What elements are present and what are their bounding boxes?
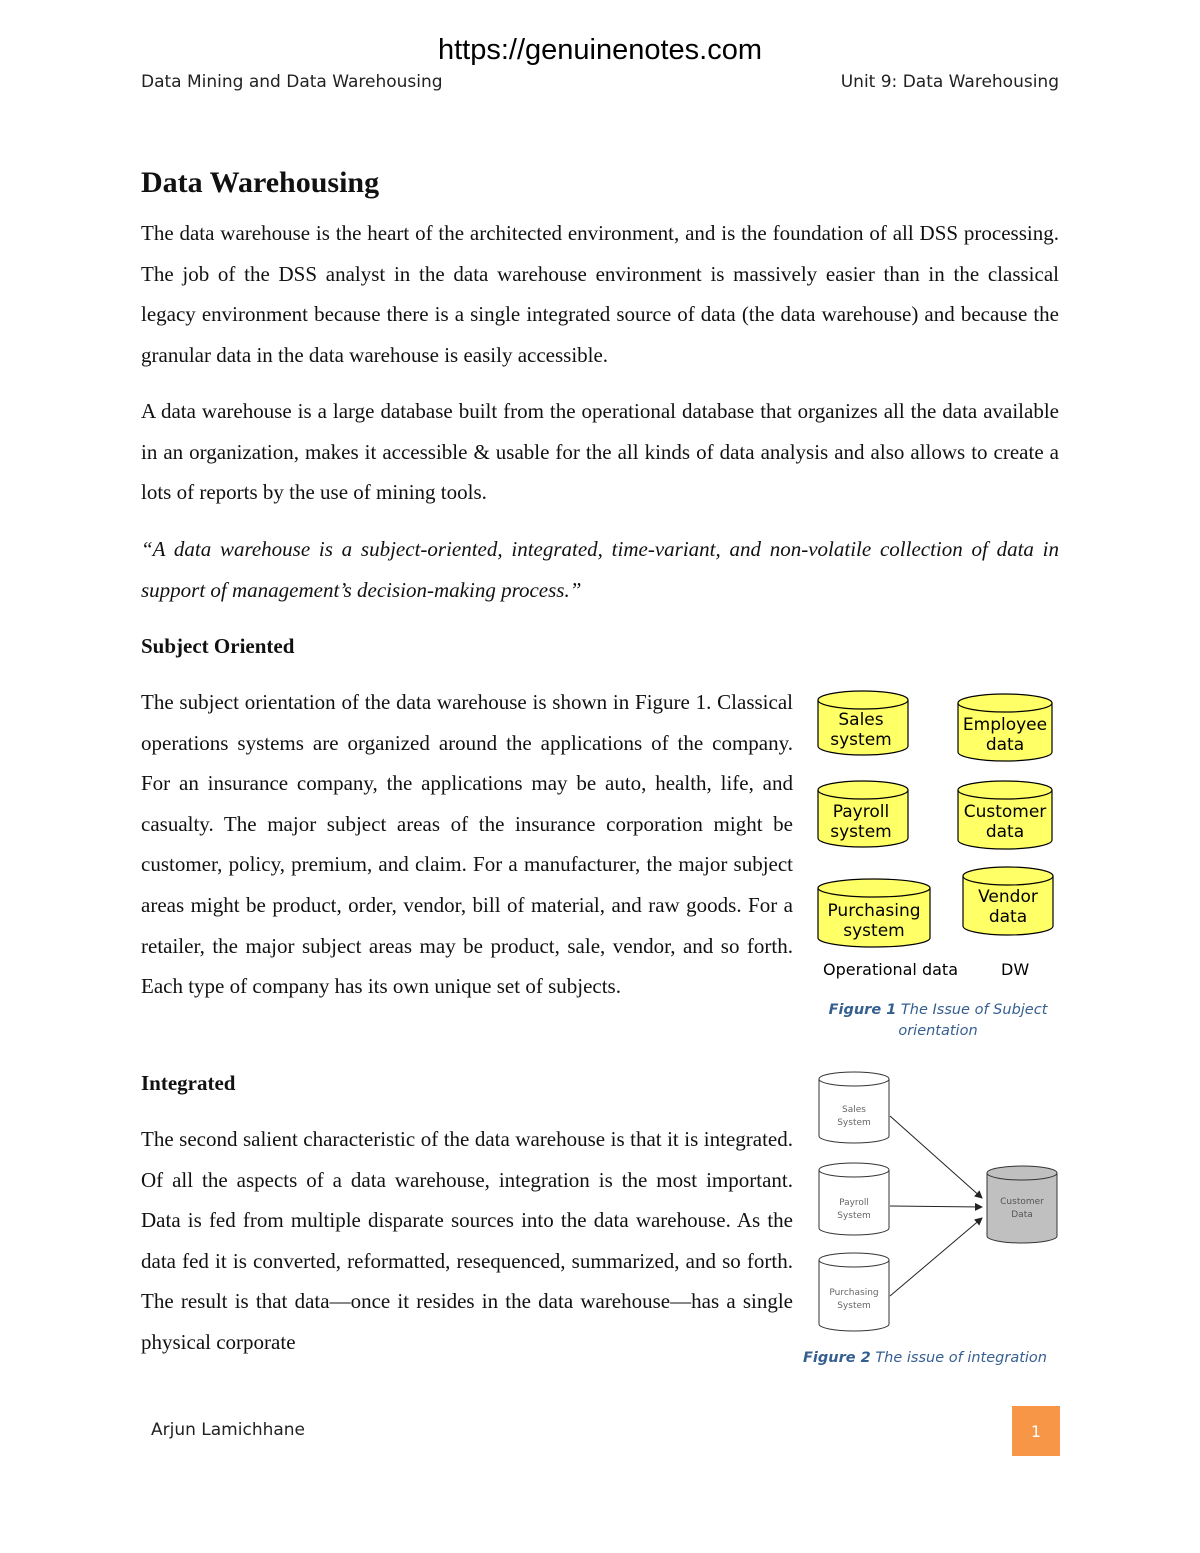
cylinder-payroll-system xyxy=(818,781,908,847)
label-operational-data: Operational data xyxy=(823,960,958,979)
cylinder-label: Customer xyxy=(963,802,1047,822)
cylinder-label: Customer xyxy=(1000,1197,1044,1207)
cylinder-label: data xyxy=(988,907,1028,927)
cylinder-label: Purchasing xyxy=(827,901,921,921)
paragraph-integrated: The second salient characteristic of the data warehouse is that it is integrated. Of all the aspects of a data warehouse, integration is the most important. Data is fed from multiple disparate sources into the data warehouse. As the data fed it is converted, reformatted, resequenced, summarized, and so forth. The result is that data—once it resides in the data warehouse—has a single physical corporate xyxy=(141,1127,793,1354)
cylinder-label: System xyxy=(837,1118,871,1128)
header-unit: Unit 9: Data Warehousing xyxy=(840,72,1059,92)
cylinder-label: Sales xyxy=(842,1105,866,1115)
paragraph-intro: The data warehouse is the heart of the architected environment, and is the foundation of all DSS processing. The job of the DSS analyst in the data warehouse environment is massively easier than in the classical legacy environment because there is a single integrated source of data (the data warehouse) and because the granular data in the data warehouse is easily accessible. xyxy=(141,221,1059,367)
cylinder-customer-data xyxy=(958,781,1052,849)
cylinder-label: system xyxy=(830,822,892,842)
cylinder-label: data xyxy=(985,735,1025,755)
caption-text: The issue of integration xyxy=(875,1350,1047,1366)
definition-quote: “A data warehouse is a subject-oriented, integrated, time-variant, and non-volatile collection of data in support of management’s decision-making process.” xyxy=(141,537,1059,602)
heading-subject-oriented: Subject Oriented xyxy=(141,634,295,658)
cylinder-vendor-data xyxy=(963,867,1053,935)
footer-author: Arjun Lamichhane xyxy=(151,1420,306,1440)
caption-number: Figure 1 xyxy=(828,1002,897,1018)
label-dw: DW xyxy=(1001,960,1030,979)
cylinder-label: system xyxy=(830,730,892,750)
header-course: Data Mining and Data Warehousing xyxy=(141,72,443,92)
page-title: Data Warehousing xyxy=(141,166,380,199)
figure-1-diagram xyxy=(808,688,1068,988)
arrow-purchasing-to-customer xyxy=(890,1218,982,1296)
cylinder-purchasing-system xyxy=(818,879,930,947)
cylinder-label: system xyxy=(843,921,905,941)
paragraph-definition: A data warehouse is a large database built from the operational database that organizes all the data available in an organization, makes it accessible & usable for the all kinds of data analysis and also allows to create a lots of reports by the use of mining tools. xyxy=(141,399,1059,505)
cylinder-label: Data xyxy=(1011,1210,1033,1220)
cylinder-customer-target xyxy=(987,1166,1057,1243)
caption-text: The Issue of Subject orientation xyxy=(898,1002,1048,1039)
arrow-sales-to-customer xyxy=(890,1116,982,1198)
arrow-payroll-to-customer xyxy=(890,1206,982,1207)
heading-integrated: Integrated xyxy=(141,1071,236,1095)
cylinder-label: System xyxy=(837,1211,871,1221)
cylinder-sales-system xyxy=(818,691,908,755)
figure-2-caption xyxy=(800,1348,1050,1369)
cylinder-label: Payroll xyxy=(839,1198,869,1208)
cylinder-label: Purchasing xyxy=(829,1288,879,1298)
cylinder-label: Vendor xyxy=(978,887,1038,907)
cylinder-label: data xyxy=(985,822,1025,842)
watermark-url: https://genuinenotes.com xyxy=(437,34,763,66)
cylinder-purchasing-source xyxy=(819,1253,889,1331)
paragraph-subject-oriented: The subject orientation of the data warehouse is shown in Figure 1. Classical operations systems are organized around the applications of the company. For an insurance company, the applications may be auto, health, life, and casualty. The major subject areas of the insurance corporation might be customer, policy, premium, and claim. For a manufacturer, the major subject areas might be product, order, vendor, bill of material, and raw goods. For a retailer, the major subject areas may be product, sale, vendor, and so forth. Each type of company has its own unique set of subjects. xyxy=(141,690,793,999)
caption-number: Figure 2 xyxy=(803,1350,871,1366)
cylinder-sales-source xyxy=(819,1072,889,1143)
cylinder-employee-data xyxy=(958,694,1052,761)
cylinder-label: System xyxy=(837,1301,871,1311)
page-number: 1 xyxy=(1012,1406,1060,1456)
cylinder-label: Payroll xyxy=(832,802,890,822)
figure-1-caption xyxy=(828,1000,1048,1042)
figure-2-diagram xyxy=(812,1068,1072,1338)
cylinder-label: Employee xyxy=(962,715,1048,735)
cylinder-label: Sales xyxy=(838,710,884,730)
cylinder-payroll-source xyxy=(819,1163,889,1235)
